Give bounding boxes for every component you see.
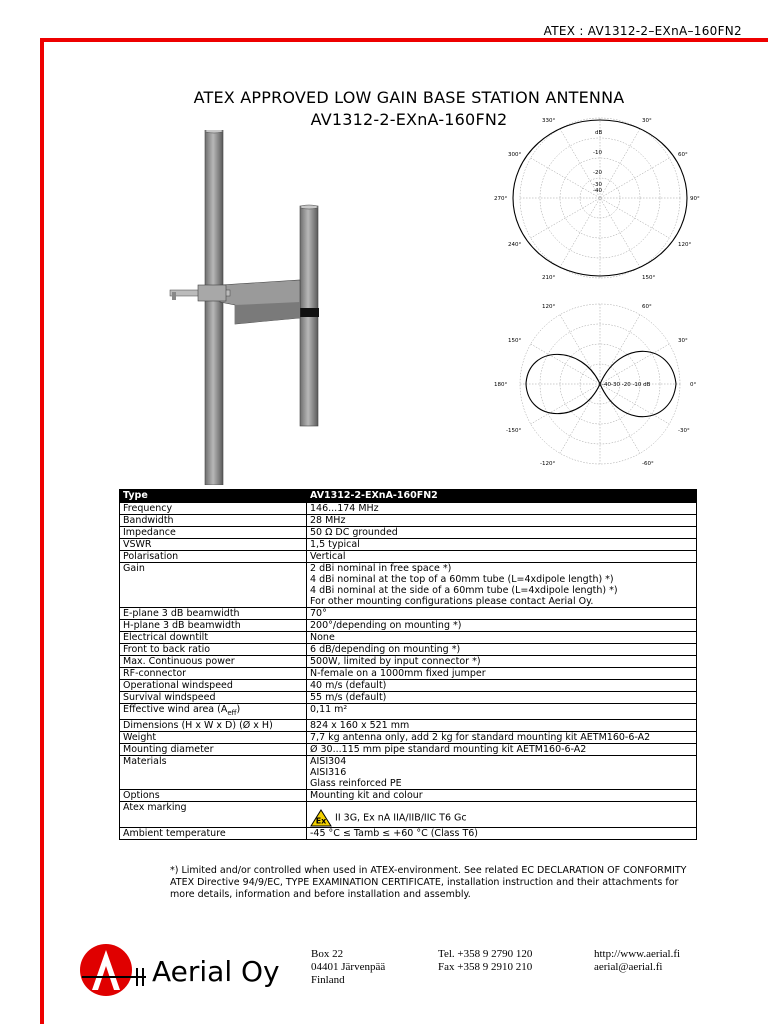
angle-label: 120° <box>678 242 692 248</box>
row-key: E-plane 3 dB beamwidth <box>120 608 307 620</box>
material-line: Glass reinforced PE <box>310 777 402 789</box>
table-row <box>120 789 697 801</box>
web-block <box>594 948 680 974</box>
atex-ex-letters: Ex <box>315 816 327 826</box>
row-key: Gain <box>120 563 307 608</box>
table-row <box>120 827 697 839</box>
row-key: Operational windspeed <box>120 680 307 692</box>
row-value: None <box>307 632 697 644</box>
address-line: Finland <box>311 974 345 986</box>
row-key: RF-connector <box>120 668 307 680</box>
angle-label: -30° <box>678 428 690 434</box>
row-key: Weight <box>120 731 307 743</box>
table-row <box>120 632 697 644</box>
table-row <box>120 563 697 608</box>
phone-block <box>438 948 532 974</box>
row-value: Ø 30...115 mm pipe standard mounting kit AETM160-6-A2 <box>307 743 697 755</box>
row-key: Mounting diameter <box>120 743 307 755</box>
table-row <box>120 704 697 720</box>
db-scale-label: -40-30 -20 -10 dB <box>602 382 651 388</box>
row-key: H-plane 3 dB beamwidth <box>120 620 307 632</box>
table-row <box>120 539 697 551</box>
vertical-radiation-pattern <box>490 298 710 470</box>
table-row <box>120 680 697 692</box>
db-label: -20 <box>593 170 602 176</box>
row-value: 70° <box>307 608 697 620</box>
table-row <box>120 608 697 620</box>
row-value: 50 Ω DC grounded <box>307 527 697 539</box>
angle-label: 30° <box>678 338 688 344</box>
table-row <box>120 503 697 515</box>
row-value: 40 m/s (default) <box>307 680 697 692</box>
material-line: AISI316 <box>310 766 347 778</box>
row-value: 6 dB/depending on mounting *) <box>307 644 697 656</box>
row-key: Atex marking <box>120 801 307 827</box>
db-label: -10 <box>593 150 602 156</box>
row-key: Materials <box>120 755 307 789</box>
header-key: Type <box>120 490 307 503</box>
gain-line: 4 dBi nominal at the top of a 60mm tube (L=4xdipole length) *) <box>310 574 614 585</box>
row-key <box>120 704 307 720</box>
row-key: Polarisation <box>120 551 307 563</box>
row-value <box>307 563 697 608</box>
phone-line: Tel. +358 9 2790 120 <box>438 948 533 960</box>
gain-line: For other mounting configurations please contact Aerial Oy. <box>310 596 594 607</box>
table-row <box>120 668 697 680</box>
row-value: 824 x 160 x 521 mm <box>307 719 697 731</box>
angle-label: 240° <box>508 242 522 248</box>
angle-label: 300° <box>508 152 522 158</box>
table-row <box>120 551 697 563</box>
angle-label: 210° <box>542 275 556 281</box>
angle-label: 60° <box>642 304 652 310</box>
row-value: 7,7 kg antenna only, add 2 kg for standard mounting kit AETM160-6-A2 <box>307 731 697 743</box>
angle-label: -120° <box>540 461 556 467</box>
db-label: -40 <box>593 188 602 194</box>
row-value: Vertical <box>307 551 697 563</box>
angle-label: 0° <box>690 382 697 388</box>
antenna-illustration <box>160 130 340 485</box>
angle-label: 90° <box>690 196 700 202</box>
row-key: Dimensions (H x W x D) (Ø x H) <box>120 719 307 731</box>
table-header-row <box>120 490 697 503</box>
material-line: AISI304 <box>310 755 347 767</box>
angle-label: 120° <box>542 304 556 310</box>
angle-label: 330° <box>542 118 556 124</box>
table-row <box>120 731 697 743</box>
table-row <box>120 620 697 632</box>
atex-ex-icon <box>310 809 332 827</box>
atex-marking-value: II 3G, Ex nA IIA/IIB/IIC T6 Gc <box>335 812 467 824</box>
side-rule <box>40 38 44 1024</box>
row-value: -45 °C ≤ Tamb ≤ +60 °C (Class T6) <box>307 827 697 839</box>
row-key: Max. Continuous power <box>120 656 307 668</box>
angle-label: 270° <box>494 196 508 202</box>
table-row <box>120 515 697 527</box>
row-key: Impedance <box>120 527 307 539</box>
row-key: Bandwidth <box>120 515 307 527</box>
table-row <box>120 755 697 789</box>
angle-label: 30° <box>642 118 652 124</box>
angle-label: 60° <box>678 152 688 158</box>
website-link[interactable]: http://www.aerial.fi <box>594 948 681 960</box>
address-line: 04401 Järvenpää <box>311 961 386 973</box>
table-row <box>120 656 697 668</box>
spec-table <box>119 489 697 840</box>
fax-line: Fax +358 9 2910 210 <box>438 961 533 973</box>
wind-area-subscript: eff <box>227 708 237 717</box>
gain-line: 2 dBi nominal in free space *) <box>310 563 452 574</box>
address-line: Box 22 <box>311 948 344 960</box>
row-key: Survival windspeed <box>120 692 307 704</box>
row-key: Electrical downtilt <box>120 632 307 644</box>
angle-label: 180° <box>494 382 508 388</box>
header-value: AV1312-2-EXnA-160FN2 <box>307 490 697 503</box>
row-value: 1,5 typical <box>307 539 697 551</box>
row-value <box>307 801 697 827</box>
gain-line: 4 dBi nominal at the side of a 60mm tube (L=4xdipole length) *) <box>310 585 618 596</box>
table-row <box>120 644 697 656</box>
row-key: Front to back ratio <box>120 644 307 656</box>
footnote: *) Limited and/or controlled when used in ATEX-environment. See related EC DECLARATION OF CONFORMITY ATEX Directive 94/9/EC, TYPE EXAMINATION CERTIFICATE, installation instruction and their attachments for more details, information and before installation and assembly. <box>170 865 687 900</box>
db-label: -30 <box>593 182 602 188</box>
table-row <box>120 719 697 731</box>
email-link[interactable]: aerial@aerial.fi <box>594 961 663 973</box>
address-block <box>311 948 385 987</box>
angle-label: -150° <box>506 428 522 434</box>
row-value: N-female on a 1000mm fixed jumper <box>307 668 697 680</box>
product-code-title: AV1312-2-EXnA-160FN2 <box>310 110 508 129</box>
page-title: ATEX APPROVED LOW GAIN BASE STATION ANTENNA <box>193 88 625 107</box>
db-label: dB <box>595 130 603 136</box>
row-value: 146...174 MHz <box>307 503 697 515</box>
horizontal-radiation-pattern <box>490 112 710 284</box>
row-value: 0,11 m² <box>307 704 697 720</box>
table-row <box>120 801 697 827</box>
angle-label: 150° <box>642 275 656 281</box>
row-key: Options <box>120 789 307 801</box>
row-value <box>307 755 697 789</box>
row-value: Mounting kit and colour <box>307 789 697 801</box>
row-key: Frequency <box>120 503 307 515</box>
angle-label: -60° <box>642 461 654 467</box>
wind-area-label-end: ) <box>236 704 241 715</box>
header-rule <box>40 38 768 42</box>
company-name: Aerial Oy <box>152 955 280 988</box>
row-value: 55 m/s (default) <box>307 692 697 704</box>
wind-area-label: Effective wind area (A <box>123 704 228 715</box>
table-row <box>120 743 697 755</box>
row-value: 500W, limited by input connector *) <box>307 656 697 668</box>
row-value: 28 MHz <box>307 515 697 527</box>
table-row <box>120 692 697 704</box>
row-key: VSWR <box>120 539 307 551</box>
angle-label: 150° <box>508 338 522 344</box>
table-row <box>120 527 697 539</box>
document-code: ATEX : AV1312-2–EXnA–160FN2 <box>543 24 742 38</box>
row-key: Ambient temperature <box>120 827 307 839</box>
row-value: 200°/depending on mounting *) <box>307 620 697 632</box>
